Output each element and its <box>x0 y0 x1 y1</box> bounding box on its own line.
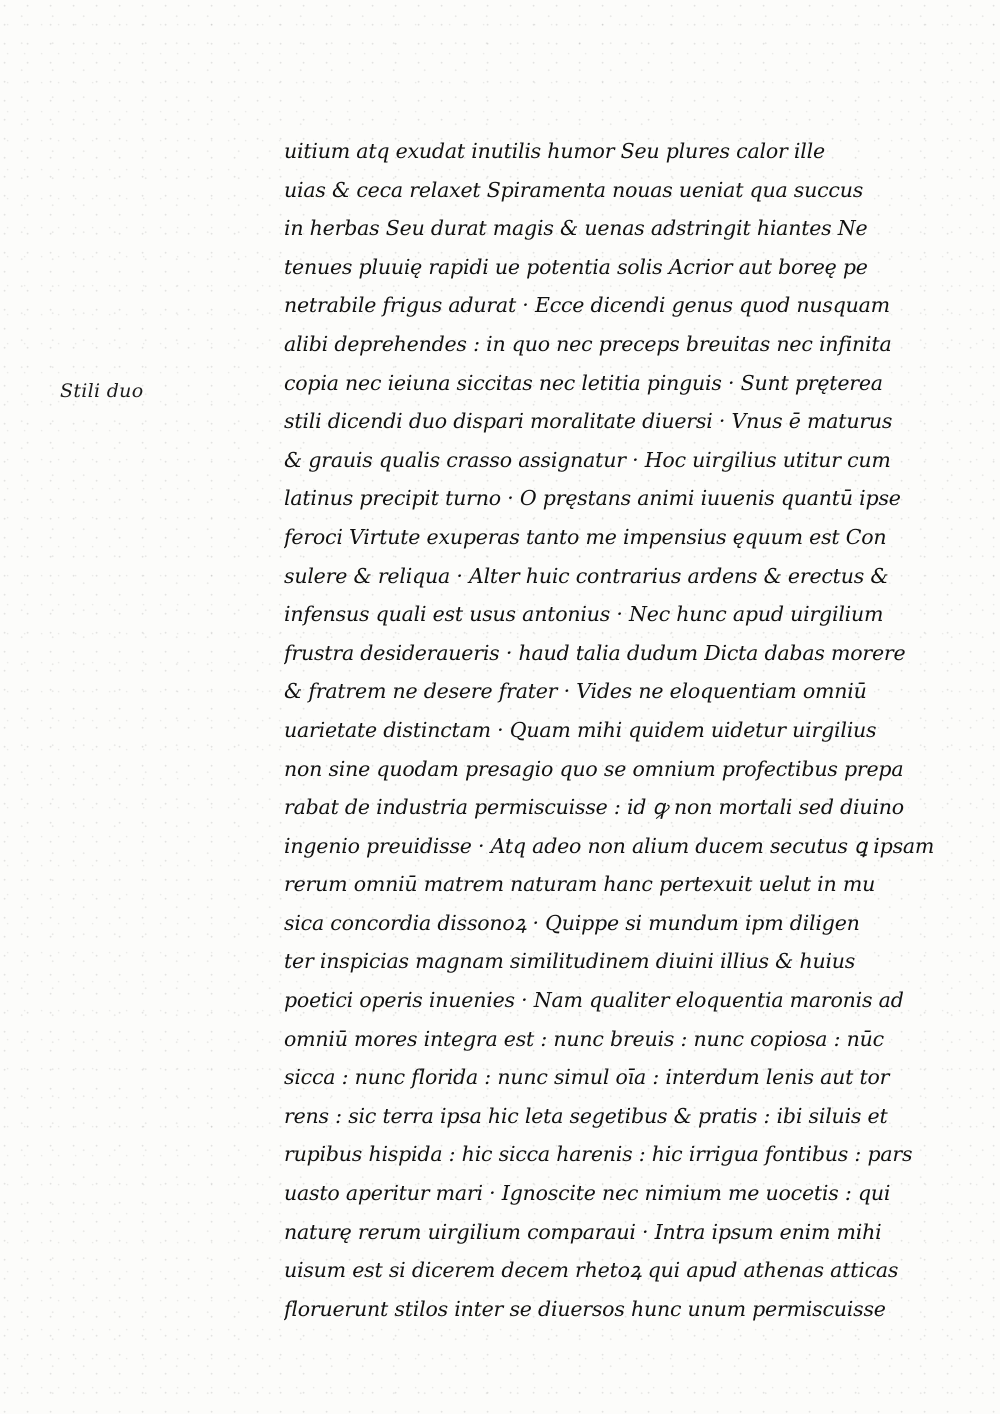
text-line: netrabile frigus adurat · Ecce dicendi genus quod nusquam <box>284 293 890 318</box>
text-line: uasto aperitur mari · Ignoscite nec nimium me uocetis : qui <box>284 1181 891 1206</box>
text-line: uarietate distinctam · Quam mihi quidem uidetur uirgilius <box>284 717 877 742</box>
text-line: omniū mores integra est : nunc breuis : nunc copiosa : nūc <box>284 1026 884 1051</box>
text-line: rabat de industria permiscuisse : id ꝙ non mortali sed diuino <box>284 795 904 820</box>
text-line: rupibus hispida : hic sicca harenis : hic irrigua fontibus : pars <box>284 1142 913 1167</box>
text-line: stili dicendi duo dispari moralitate diuersi · Vnus ē maturus <box>284 409 893 434</box>
text-line: floruerunt stilos inter se diuersos hunc unum permiscuisse <box>284 1296 886 1321</box>
text-line: infensus quali est usus antonius · Nec hunc apud uirgilium <box>284 602 884 627</box>
text-line: & fratrem ne desere frater · Vides ne eloquentiam omniū <box>284 679 867 704</box>
text-line: rens : sic terra ipsa hic leta segetibus & pratis : ibi siluis et <box>284 1103 888 1128</box>
text-line: latinus precipit turno · O pręstans animi iuuenis quantū ipse <box>284 486 901 511</box>
text-line: frustra desideraueris · haud talia dudum Dicta dabas morere <box>284 640 906 665</box>
text-line: ter inspicias magnam similitudinem diuini illius & huius <box>284 949 856 974</box>
text-line: uisum est si dicerem decem rhetoꝝ qui apud athenas atticas <box>284 1258 899 1283</box>
text-line: & grauis qualis crasso assignatur · Hoc uirgilius utitur cum <box>284 447 891 472</box>
text-line: ingenio preuidisse · Atq adeo non alium ducem secutus ꝗ ipsam <box>284 833 935 858</box>
text-line: rerum omniū matrem naturam hanc pertexuit uelut in mu <box>284 872 876 897</box>
margin-note: Stili duo <box>60 380 144 402</box>
text-line: sicca : nunc florida : nunc simul oīa : interdum lenis aut tor <box>284 1065 890 1090</box>
text-line: non sine quodam presagio quo se omnium profectibus prepa <box>284 756 904 781</box>
text-line: in herbas Seu durat magis & uenas adstringit hiantes Ne <box>284 216 868 241</box>
text-line: tenues pluuię rapidi ue potentia solis Acrior aut boreę pe <box>284 254 868 279</box>
text-line: naturę rerum uirgilium comparaui · Intra ipsum enim mihi <box>284 1219 882 1244</box>
text-line: uias & ceca relaxet Spiramenta nouas ueniat qua succus <box>284 177 864 202</box>
text-line: sulere & reliqua · Alter huic contrarius ardens & erectus & <box>284 563 889 588</box>
text-line: uitium atq exudat inutilis humor Seu plures calor ille <box>284 139 825 163</box>
text-line: copia nec ieiuna siccitas nec letitia pinguis · Sunt pręterea <box>284 370 883 395</box>
text-line: sica concordia dissonoꝝ · Quippe si mundum ipm diligen <box>284 910 860 935</box>
text-line: alibi deprehendes : in quo nec preceps breuitas nec infinita <box>284 331 892 356</box>
text-line: poetici operis inuenies · Nam qualiter eloquentia maronis ad <box>284 988 904 1013</box>
manuscript-text-block <box>284 132 974 1328</box>
text-line: feroci Virtute exuperas tanto me impensius ęquum est Con <box>284 524 887 549</box>
